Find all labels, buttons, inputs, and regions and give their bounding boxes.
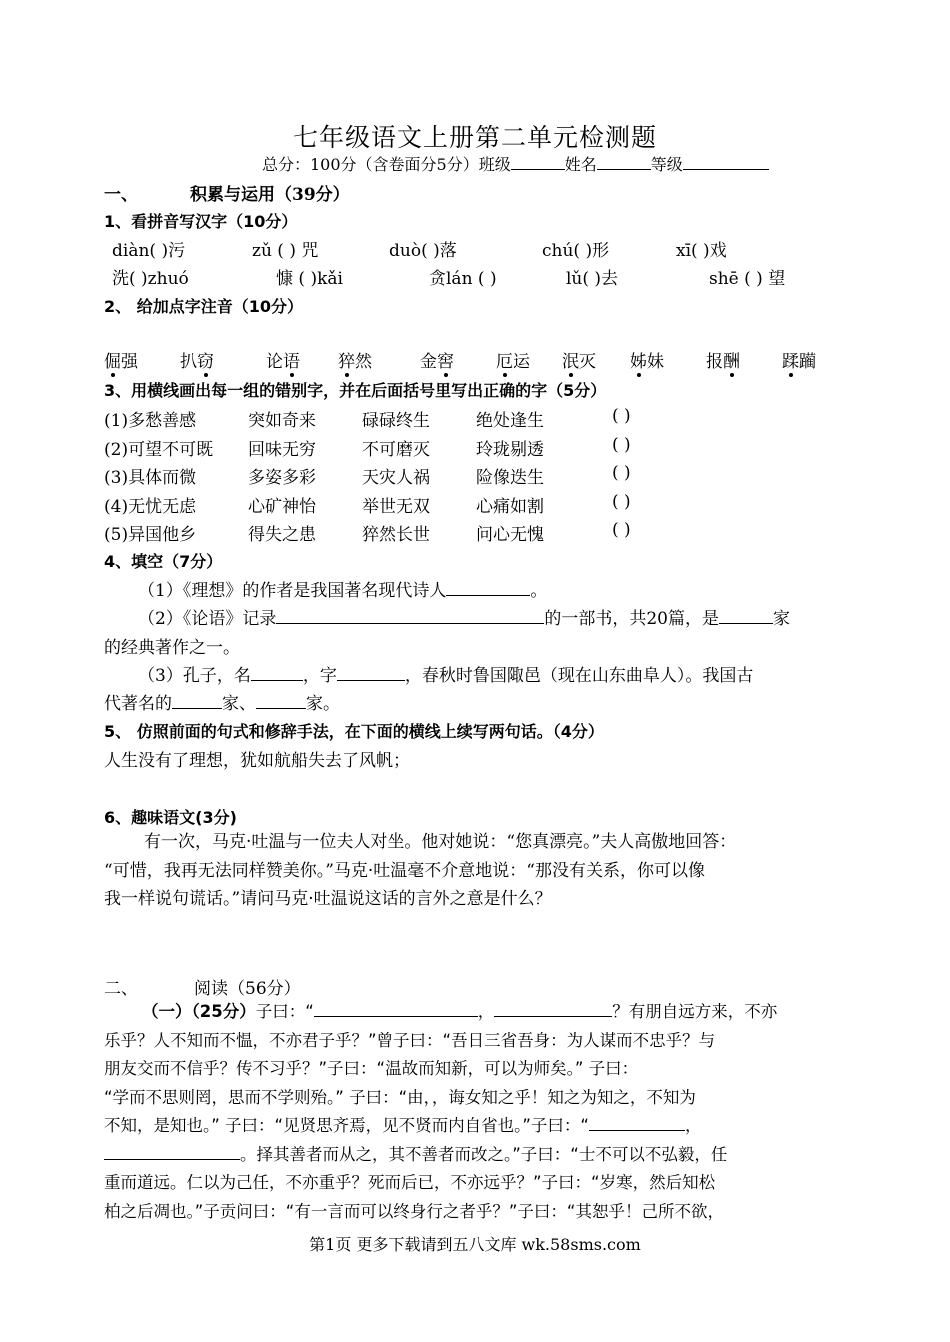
- dotted-char: 蹂: [782, 347, 799, 372]
- word-char: 妹: [647, 352, 664, 372]
- idiom-cell: 天灾人祸: [362, 468, 430, 489]
- idiom-cell: 突如奇来: [248, 411, 316, 431]
- section-2-heading: [104, 974, 301, 999]
- pinyin-item: 贪lán ( ): [429, 269, 497, 289]
- q4-text: （2）《论语》记录: [138, 609, 277, 629]
- idiom-cell: (4)无忧无虑: [104, 496, 197, 517]
- q4-text: 家。: [306, 694, 340, 714]
- answer-parentheses[interactable]: ( ): [612, 406, 631, 426]
- pinyin-item: zǔ ( ) 咒: [252, 241, 319, 261]
- pinyin-item: shē ( ) 望: [709, 269, 786, 289]
- q4-line-3: 的经典著作之一。: [104, 638, 240, 658]
- word-char: 灭: [579, 352, 596, 372]
- pinyin-item: xī( )戏: [676, 241, 727, 261]
- word-char: 金: [420, 352, 437, 372]
- reading-blank-3[interactable]: [589, 1113, 685, 1131]
- dotted-word: [266, 347, 300, 372]
- q6-passage: [104, 828, 850, 914]
- dotted-char: 酬: [723, 347, 740, 372]
- q4-text: 家、: [222, 694, 256, 714]
- meta-name-label: 姓名: [564, 155, 597, 174]
- pinyin-item: duò( )落: [389, 241, 457, 261]
- word-char: 然: [355, 352, 372, 372]
- reading-text: 。择其善者而从之，其不善者而改之。”子曰：“士不可以不弘毅，任: [240, 1144, 728, 1164]
- q4-text: 。: [530, 581, 548, 601]
- section-2-title: 阅读（56分）: [194, 979, 301, 999]
- record-blank[interactable]: [276, 606, 544, 624]
- given-name-blank[interactable]: [251, 663, 303, 681]
- grade-blank[interactable]: [683, 152, 769, 170]
- word-char: 运: [513, 352, 530, 372]
- dotted-word: [338, 347, 372, 372]
- q2-label: 2、 给加点字注音（10分）: [104, 297, 303, 316]
- reading-line: 柏之后凋也。”子贡问曰：“有一言而可以终身行之者乎？”子曰：“其恕乎！己所不欲，: [104, 1201, 724, 1221]
- q4-line-5: [104, 689, 340, 714]
- reading-text: 不知，是知也。” 子曰：“见贤思齐焉，见不贤而内自省也。”子曰：“: [104, 1116, 589, 1135]
- exam-meta: [262, 152, 769, 175]
- class-blank[interactable]: [511, 152, 565, 170]
- section-1-heading: [104, 180, 350, 205]
- name-blank[interactable]: [597, 152, 651, 170]
- dotted-word: [180, 347, 214, 372]
- dotted-char: 语: [283, 347, 300, 372]
- q4-text: （3）孔子，名: [138, 666, 251, 686]
- idiom-cell: 猝然长世: [362, 525, 430, 546]
- word-char: 躏: [799, 352, 816, 372]
- idiom-cell: (5)异国他乡: [104, 525, 197, 546]
- dotted-word: [562, 347, 596, 372]
- reading-text: 子曰：“: [255, 1002, 314, 1021]
- q6-label: 6、趣味语文(3分): [104, 808, 237, 827]
- reading-part-label: （一）（25分）: [142, 1002, 256, 1021]
- idiom-cell: 玲珑剔透: [476, 439, 544, 460]
- dotted-word: [420, 347, 454, 372]
- q4-line-2: [138, 604, 790, 629]
- reading-passage: [104, 998, 850, 1226]
- idiom-cell: 险像迭生: [476, 468, 544, 489]
- dotted-word: [706, 347, 740, 372]
- dotted-char: 窃: [197, 347, 214, 372]
- q6-line: 有一次，马克·吐温与一位夫人对坐。他对她说：“您真漂亮。”夫人高傲地回答：: [144, 832, 737, 852]
- idiom-cell: 得失之患: [248, 525, 316, 546]
- pinyin-item: lǔ( )去: [566, 269, 619, 289]
- idiom-cell: 回味无穷: [248, 439, 316, 460]
- page-title: 七年级语文上册第二单元检测题: [292, 123, 657, 152]
- dotted-word: [630, 347, 664, 372]
- dotted-char: 泯: [562, 347, 579, 372]
- idiom-cell: 心痛如割: [476, 496, 544, 517]
- section-2-number: 二、: [104, 979, 138, 999]
- poet-blank[interactable]: [446, 578, 530, 596]
- idiom-cell: (3)具体而微: [104, 468, 197, 489]
- dotted-char: 窖: [437, 347, 454, 372]
- q4-line-1: [138, 576, 547, 601]
- reading-blank-2[interactable]: [494, 999, 612, 1017]
- meta-score: 总分：100分（含卷面分5分）班级: [262, 155, 511, 174]
- section-1-number: 一、: [104, 185, 138, 205]
- word-char: 论: [266, 352, 283, 372]
- q5-label: 5、 仿照前面的句式和修辞手法，在下面的横线上续写两句话。（4分）: [104, 722, 604, 741]
- section-1-title: 积累与运用（39分）: [190, 185, 350, 205]
- page-footer: 第1页 更多下载请到五八文库 wk.58sms.com: [309, 1235, 641, 1254]
- answer-parentheses[interactable]: ( ): [612, 491, 631, 512]
- q2-words: [104, 347, 864, 377]
- idiom-cell: (1)多愁善感: [104, 411, 197, 431]
- pinyin-item: 洗( )zhuó: [112, 269, 189, 289]
- q6-line: “可惜，我再无法同样赞美你。”马克·吐温毫不介意地说：“那没有关系，你可以像: [104, 860, 705, 881]
- q4-text: 家: [772, 609, 790, 629]
- answer-parentheses[interactable]: ( ): [612, 463, 631, 484]
- q4-text: ，字: [302, 666, 337, 686]
- idiom-cell: 不可磨灭: [362, 439, 430, 460]
- word-char: 报: [706, 352, 723, 372]
- reading-text: ，: [477, 1002, 495, 1021]
- pinyin-item: diàn( )污: [112, 241, 186, 261]
- idiom-cell: (2)可望不可既: [104, 439, 214, 460]
- q4-text: ，春秋时鲁国陬邑（现在山东曲阜人）。我国古: [404, 666, 754, 686]
- q5-prompt: 人生没有了理想，犹如航船失去了风帆；: [104, 751, 410, 771]
- reading-line: 重而道远。仁以为己任，不亦重乎？死而后已，不亦远乎？”子曰：“岁寒，然后知松: [104, 1173, 716, 1192]
- q4-text: 的一部书，共20篇，是: [544, 609, 719, 629]
- courtesy-name-blank[interactable]: [337, 663, 405, 681]
- answer-parentheses[interactable]: ( ): [612, 434, 631, 455]
- dotted-word: [104, 347, 138, 372]
- dotted-char: 姊: [630, 347, 647, 372]
- reading-line: 朋友交而不信乎？传不习乎？”子曰：“温故而知新，可以为师矣。” 子曰：: [104, 1059, 639, 1078]
- pinyin-item: 慷 ( )kǎi: [276, 269, 343, 289]
- reading-text: ，: [684, 1116, 702, 1135]
- word-char: 强: [121, 352, 138, 372]
- educator-blank[interactable]: [256, 691, 306, 709]
- q4-text: 代著名的: [104, 694, 172, 714]
- reading-line: “学而不思则罔，思而不学则殆。” 子曰：“由，，诲女知之乎！知之为知之，不知为: [104, 1087, 696, 1107]
- idiom-cell: 问心无愧: [476, 525, 544, 546]
- idiom-cell: 心矿神怡: [248, 496, 316, 517]
- dotted-char: 倔: [104, 347, 121, 372]
- reading-blank-4[interactable]: [104, 1142, 240, 1160]
- q6-line: 我一样说句谎话。”请问马克·吐温说这话的言外之意是什么？: [104, 889, 552, 909]
- meta-grade-label: 等级: [650, 155, 683, 174]
- reading-line: 乐乎？人不知而不愠，不亦君子乎？”曾子曰：“吾日三省吾身：为人谋而不忠乎？与: [104, 1030, 716, 1050]
- idiom-cell: 举世无双: [362, 496, 430, 517]
- school-blank[interactable]: [719, 606, 773, 624]
- reading-blank-1[interactable]: [314, 999, 478, 1017]
- q1-label: 1、看拼音写汉字（10分）: [104, 212, 298, 231]
- word-char: 扒: [180, 352, 197, 372]
- answer-parentheses[interactable]: ( ): [612, 520, 631, 541]
- pinyin-item: chú( )形: [542, 241, 610, 261]
- idiom-cell: 碌碌终生: [362, 411, 430, 431]
- q4-label: 4、填空（7分）: [104, 552, 223, 571]
- dotted-word: [782, 347, 816, 372]
- reading-text: ？有朋自远方来，不亦: [612, 1002, 778, 1021]
- dotted-char: 厄: [496, 347, 513, 372]
- q3-label: 3、用横线画出每一组的错别字，并在后面括号里写出正确的字（5分）: [104, 381, 607, 400]
- thinker-blank[interactable]: [172, 691, 222, 709]
- dotted-char: 猝: [338, 347, 355, 372]
- dotted-word: [496, 347, 530, 372]
- idiom-cell: 绝处逢生: [476, 411, 544, 431]
- q4-line-4: [138, 661, 753, 686]
- idiom-cell: 多姿多彩: [248, 468, 316, 489]
- q4-text: （1）《理想》的作者是我国著名现代诗人: [138, 581, 447, 601]
